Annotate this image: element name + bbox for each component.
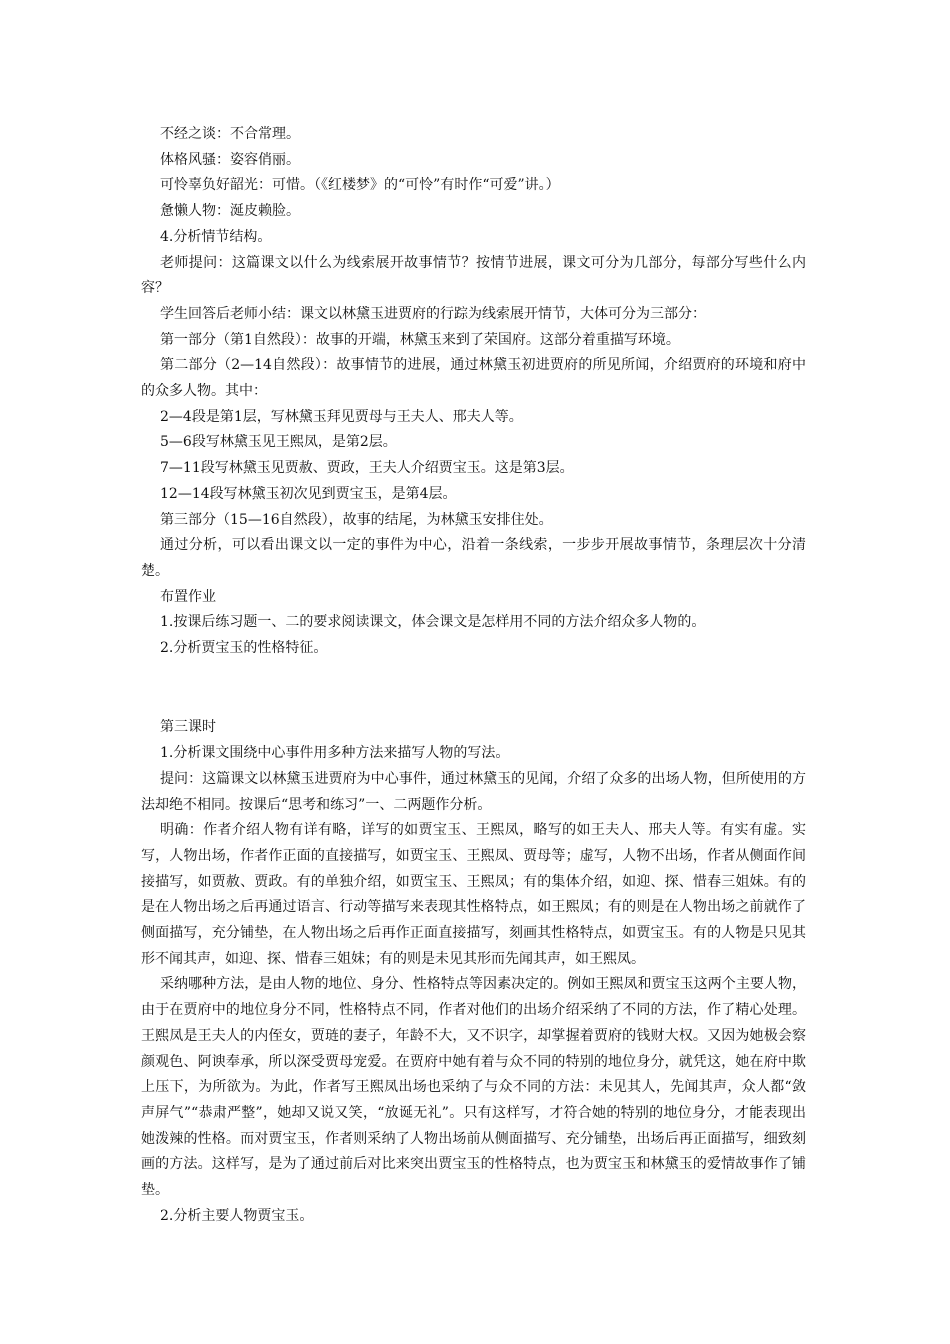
- paragraph: 12—14段写林黛玉初次见到贾宝玉，是第4层。: [160, 485, 457, 502]
- paragraph: 提问：这篇课文以林黛玉进贾府为中心事件，通过林黛玉的见闻，介绍了众多的出场人物，但所使用的方法却绝不相同。按课后“思考和练习”一、二两题作分析。: [141, 770, 806, 813]
- paragraph: 通过分析，可以看出课文以一定的事件为中心，沿着一条线索，一步步开展故事情节，条理层次十分清楚。: [141, 537, 806, 579]
- paragraph: 第二部分（2—14自然段）：故事情节的进展，通过林黛玉初进贾府的所见所闻，介绍贾府的环境和府中的众多人物。其中：: [141, 357, 806, 400]
- blank-line: [141, 676, 806, 702]
- paragraph: 第三课时: [160, 719, 216, 736]
- paragraph: 5—6段写林黛玉见王熙凤，是第2层。: [160, 434, 397, 451]
- paragraph: 2.分析贾宝玉的性格特征。: [160, 640, 328, 657]
- paragraph: 学生回答后老师小结：课文以林黛玉进贾府的行踪为线索展开情节，大体可分为三部分：: [160, 305, 706, 322]
- paragraph: 老师提问：这篇课文以什么为线索展开故事情节？按情节进展，课文可分为几部分，每部分写些什么内容？: [141, 254, 806, 297]
- paragraph: 布置作业: [160, 588, 216, 605]
- paragraph: 7—11段写林黛玉见贾赦、贾政，王夫人介绍贾宝玉。这是第3层。: [160, 460, 574, 477]
- paragraph: 1.按课后练习题一、二的要求阅读课文，体会课文是怎样用不同的方法介绍众多人物的。: [160, 614, 706, 631]
- paragraph: 明确：作者介绍人物有详有略，详写的如贾宝玉、王熙凤，略写的如王夫人、邢夫人等。有实有虚。实写，人物出场，作者作正面的直接描写，如贾宝玉、王熙凤、贾母等；虚写，人物不出场，作者从侧面作间接描写，如贾赦、贾政。有的单独介绍，如贾宝玉、王熙凤；有的集体介绍，如迎、探、惜春三姐妹。有的是在人物出场之后再通过语言、行动等描写来表现其性格特点，如王熙凤；有的则是在人物出场之前就作了侧面描写，充分铺垫，在人物出场之后再作正面直接描写，刻画其性格特点，如贾宝玉。有的人物是只见其形不闻其声，如迎、探、惜春三姐妹；有的则是未见其形而先闻其声，如王熙凤。: [141, 822, 806, 967]
- paragraph: 4.分析情节结构。: [160, 228, 272, 245]
- paragraph: 2.分析主要人物贾宝玉。: [160, 1207, 314, 1224]
- paragraph: 1.分析课文围绕中心事件用多种方法来描写人物的写法。: [160, 745, 510, 762]
- paragraph: 第一部分（第1自然段）：故事的开端，林黛玉来到了荣国府。这部分着重描写环境。: [160, 331, 680, 348]
- paragraph: 不经之谈：不合常理。: [160, 126, 300, 142]
- document-body: [141, 122, 806, 1230]
- paragraph: 可怜辜负好韶光：可惜。（《红楼梦》的“可怜”有时作“可爱”讲。）: [160, 177, 560, 194]
- paragraph: 体格风骚：姿容俏丽。: [160, 151, 300, 168]
- paragraph: 惫懒人物：涎皮赖脸。: [160, 203, 300, 220]
- paragraph: 采纳哪种方法，是由人物的地位、身分、性格特点等因素决定的。例如王熙凤和贾宝玉这两个主要人物，由于在贾府中的地位身分不同，性格特点不同，作者对他们的出场介绍采纳了不同的方法，作了精心处理。王熙凤是王夫人的内侄女，贾琏的妻子，年龄不大，又不识字，却掌握着贾府的钱财大权。又因为她极会察颜观色、阿谀奉承，所以深受贾母宠爱。在贾府中她有着与众不同的特别的地位身分，就凭这，她在府中欺上压下，为所欲为。为此，作者写王熙凤出场也采纳了与众不同的方法：未见其人，先闻其声，众人都“敛声屏气”“恭肃严整”，她却又说又笑，“放诞无礼”。只有这样写，才符合她的特别的地位身分，才能表现出她泼辣的性格。而对贾宝玉，作者则采纳了人物出场前从侧面描写、充分铺垫，出场后再正面描写，细致刻画的方法。这样写，是为了通过前后对比来突出贾宝玉的性格特点，也为贾宝玉和林黛玉的爱情故事作了铺垫。: [141, 976, 806, 1199]
- paragraph: 2—4段是第1层，写林黛玉拜见贾母与王夫人、邢夫人等。: [160, 408, 523, 425]
- paragraph: 第三部分（15—16自然段），故事的结尾，为林黛玉安排住处。: [160, 511, 553, 528]
